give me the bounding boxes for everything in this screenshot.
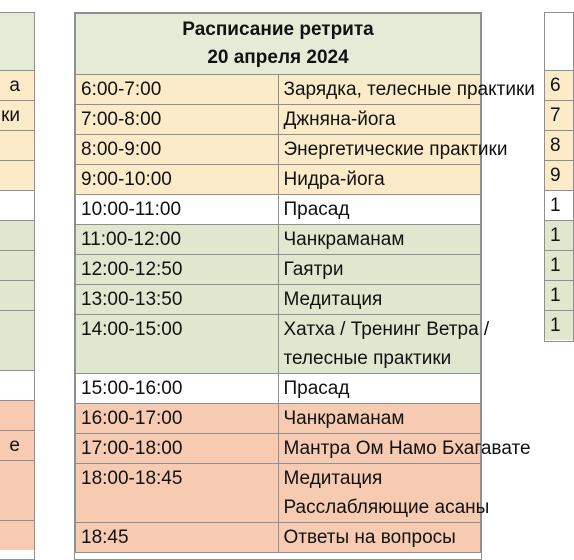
schedule-time: 12:00-12:50: [76, 255, 279, 285]
left-fragment-row: [0, 190, 34, 220]
schedule-activity: [278, 404, 481, 434]
schedule-activity-line: Медитация: [283, 468, 383, 489]
right-fragment-row: 7: [545, 100, 573, 130]
schedule-activity-line: Хатха / Тренинг Ветра /: [283, 319, 490, 340]
left-fragment-row: [0, 370, 34, 400]
left-fragment-row: [0, 130, 34, 160]
left-fragment-row: [0, 460, 34, 520]
schedule-row: [76, 255, 481, 285]
left-fragment-row: а: [0, 70, 34, 100]
schedule-activity-line: Чанкраманам: [283, 229, 405, 250]
schedule-activity: [278, 225, 481, 255]
schedule-activity-line: Зарядка, телесные практики: [283, 79, 535, 100]
right-fragment-row: 1: [545, 190, 573, 220]
schedule-time: 6:00-7:00: [76, 75, 279, 105]
left-fragment-row: [0, 13, 34, 70]
schedule-time: 15:00-16:00: [76, 374, 279, 404]
schedule-title: Расписание ретрита: [182, 19, 374, 40]
schedule-time: 7:00-8:00: [76, 105, 279, 135]
schedule-activity: [278, 523, 481, 553]
schedule-time: 17:00-18:00: [76, 434, 279, 464]
schedule-row: [76, 285, 481, 315]
left-schedule-fragment: [0, 12, 35, 560]
schedule-row: [76, 225, 481, 255]
schedule-row: [76, 374, 481, 404]
schedule-activity-line: Нидра-йога: [283, 169, 385, 190]
schedule-activity: [278, 105, 481, 135]
schedule-activity: [278, 135, 508, 165]
right-fragment-row: 1: [545, 250, 573, 280]
left-fragment-row: е: [0, 430, 34, 460]
schedule-row: [76, 315, 481, 374]
schedule-time: 9:00-10:00: [76, 165, 279, 195]
schedule-row: [76, 135, 481, 165]
schedule-row: [76, 195, 481, 225]
schedule-time: 14:00-15:00: [76, 315, 279, 374]
right-fragment-row: 1: [545, 310, 573, 340]
schedule-activity-line: телесные практики: [283, 348, 452, 369]
schedule-row: [76, 434, 481, 464]
right-schedule-fragment: [544, 12, 574, 342]
schedule-row: [76, 523, 481, 553]
schedule-time: 13:00-13:50: [76, 285, 279, 315]
schedule-body: [76, 75, 535, 553]
schedule-activity: [278, 255, 481, 285]
right-fragment-row: 1: [545, 220, 573, 250]
schedule-activity-line: Гаятри: [283, 259, 344, 280]
schedule-table: [75, 13, 535, 553]
left-fragment-row: [0, 520, 34, 550]
schedule-activity: [278, 195, 481, 225]
left-fragment-row: [0, 220, 34, 250]
schedule-row: [76, 75, 481, 105]
schedule-row: [76, 105, 481, 135]
right-fragment-row: 9: [545, 160, 573, 190]
left-fragment-row: [0, 160, 34, 190]
schedule-activity: [278, 75, 535, 105]
left-fragment-row: [0, 310, 34, 370]
left-fragment-row: [0, 250, 34, 280]
schedule-time: 16:00-17:00: [76, 404, 279, 434]
schedule-activity: [278, 464, 490, 523]
schedule-row: [76, 165, 481, 195]
left-fragment-row: [0, 280, 34, 310]
schedule-row: [76, 404, 481, 434]
schedule-activity-line: Чанкраманам: [283, 408, 405, 429]
left-fragment-row: ки: [0, 100, 34, 130]
right-fragment-row: 8: [545, 130, 573, 160]
schedule-date: 20 апреля 2024: [207, 47, 349, 68]
schedule-activity-line: Джняна-йога: [283, 109, 396, 130]
schedule-header-row: [76, 14, 481, 75]
schedule-activity: [278, 165, 481, 195]
schedule-time: 11:00-12:00: [76, 225, 279, 255]
right-fragment-row: 1: [545, 280, 573, 310]
schedule-activity-line: Ответы на вопросы: [283, 527, 456, 548]
left-fragment-row: [0, 400, 34, 430]
schedule-activity: [278, 285, 481, 315]
schedule-activity-line: Энергетические практики: [283, 139, 508, 160]
schedule-time: 10:00-11:00: [76, 195, 279, 225]
schedule-time: 18:45: [76, 523, 279, 553]
schedule-time: 8:00-9:00: [76, 135, 279, 165]
right-fragment-row: 6: [545, 70, 573, 100]
schedule-activity: [278, 315, 490, 374]
schedule-activity: [278, 434, 531, 464]
schedule-activity-line: Прасад: [283, 378, 350, 399]
schedule-activity-line: Медитация: [283, 289, 383, 310]
right-fragment-row: [545, 13, 573, 70]
schedule-activity-line: Мантра Ом Намо Бхагавате: [283, 438, 531, 459]
schedule-activity-line: Прасад: [283, 199, 350, 220]
schedule-row: [76, 464, 481, 523]
schedule-activity-line: Расслабляющие асаны: [283, 497, 490, 518]
schedule-time: 18:00-18:45: [76, 464, 279, 523]
schedule-header: [76, 14, 481, 75]
schedule-activity: [278, 374, 481, 404]
retreat-schedule-card: [74, 12, 535, 560]
